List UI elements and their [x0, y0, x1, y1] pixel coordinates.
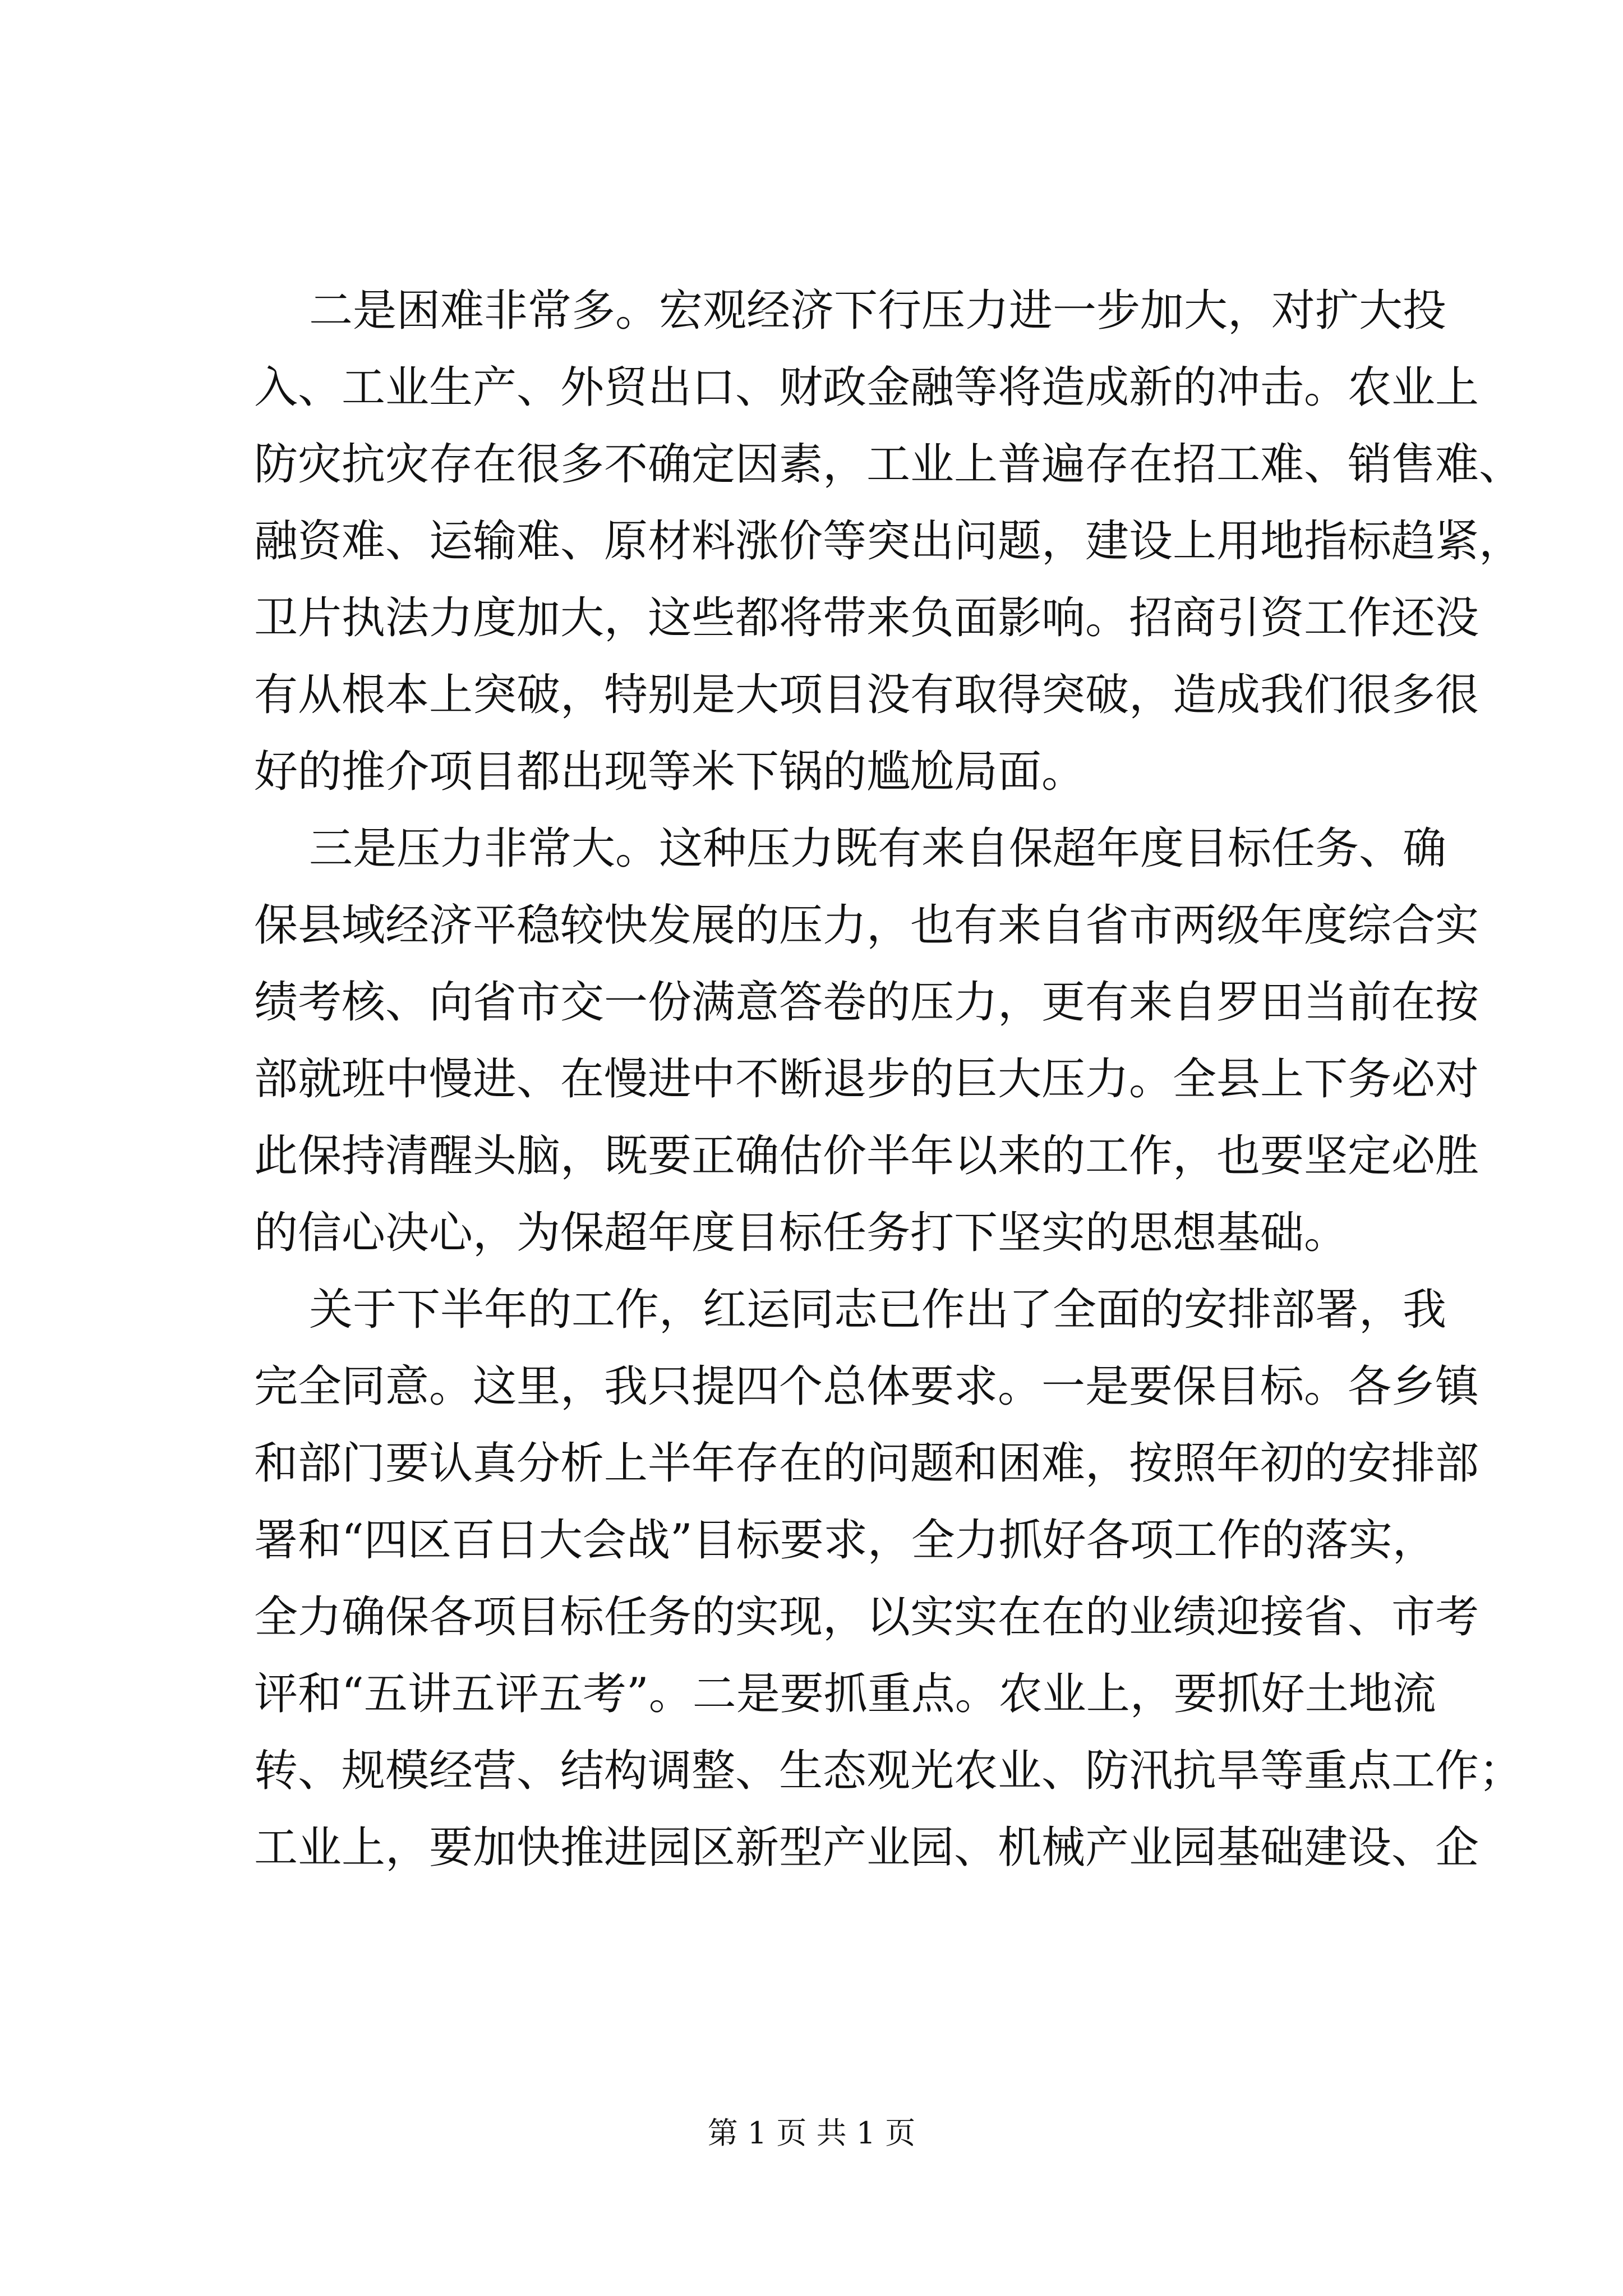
paragraph-line: 保县域经济平稳较快发展的压力，也有来自省市两级年度综合实 — [254, 900, 1479, 951]
paragraph-line: 和部门要认真分析上半年存在的问题和困难，按照年初的安排部 — [254, 1438, 1479, 1489]
paragraph-line: 工业上，要加快推进园区新型产业园、机械产业园基础建设、企 — [254, 1823, 1479, 1873]
paragraph-line: 卫片执法力度加大，这些都将带来负面影响。招商引资工作还没 — [254, 593, 1479, 643]
paragraph-line: 有从根本上突破，特别是大项目没有取得突破，造成我们很多很 — [254, 670, 1479, 720]
paragraph-line: 评和“五讲五评五考”。二是要抓重点。农业上，要抓好土地流 — [254, 1669, 1436, 1719]
paragraph-line: 转、规模经营、结构调整、生态观光农业、防汛抗旱等重点工作； — [254, 1746, 1523, 1796]
paragraph-line: 融资难、运输难、原材料涨价等突出问题，建设上用地指标趋紧， — [254, 516, 1523, 567]
paragraph-line: 好的推介项目都出现等米下锅的尴尬局面。 — [254, 747, 1086, 797]
document-body — [254, 273, 1523, 1887]
paragraph-line: 此保持清醒头脑，既要正确估价半年以来的工作，也要坚定必胜 — [254, 1131, 1479, 1181]
paragraph-line: 入、工业生产、外贸出口、财政金融等将造成新的冲击。农业上 — [254, 362, 1479, 413]
paragraph-line: 防灾抗灾存在很多不确定因素，工业上普遍存在招工难、销售难、 — [254, 439, 1523, 490]
page-number-footer: 第 1 页 共 1 页 — [707, 2115, 916, 2151]
paragraph-line: 关于下半年的工作，红运同志已作出了全面的安排部署，我 — [309, 1285, 1447, 1335]
paragraph-line: 三是压力非常大。这种压力既有来自保超年度目标任务、确 — [309, 823, 1447, 874]
paragraph-line: 部就班中慢进、在慢进中不断退步的巨大压力。全县上下务必对 — [254, 1054, 1479, 1105]
paragraph-line: 的信心决心，为保超年度目标任务打下坚实的思想基础。 — [254, 1208, 1348, 1258]
paragraph-line: 全力确保各项目标任务的实现，以实实在在的业绩迎接省、市考 — [254, 1592, 1479, 1642]
paragraph-line: 署和“四区百日大会战”目标要求，全力抓好各项工作的落实， — [254, 1515, 1436, 1566]
paragraph-line: 二是困难非常多。宏观经济下行压力进一步加大，对扩大投 — [309, 286, 1447, 336]
paragraph-line: 完全同意。这里，我只提四个总体要求。一是要保目标。各乡镇 — [254, 1361, 1479, 1412]
paragraph-line: 绩考核、向省市交一份满意答卷的压力，更有来自罗田当前在按 — [254, 977, 1479, 1028]
